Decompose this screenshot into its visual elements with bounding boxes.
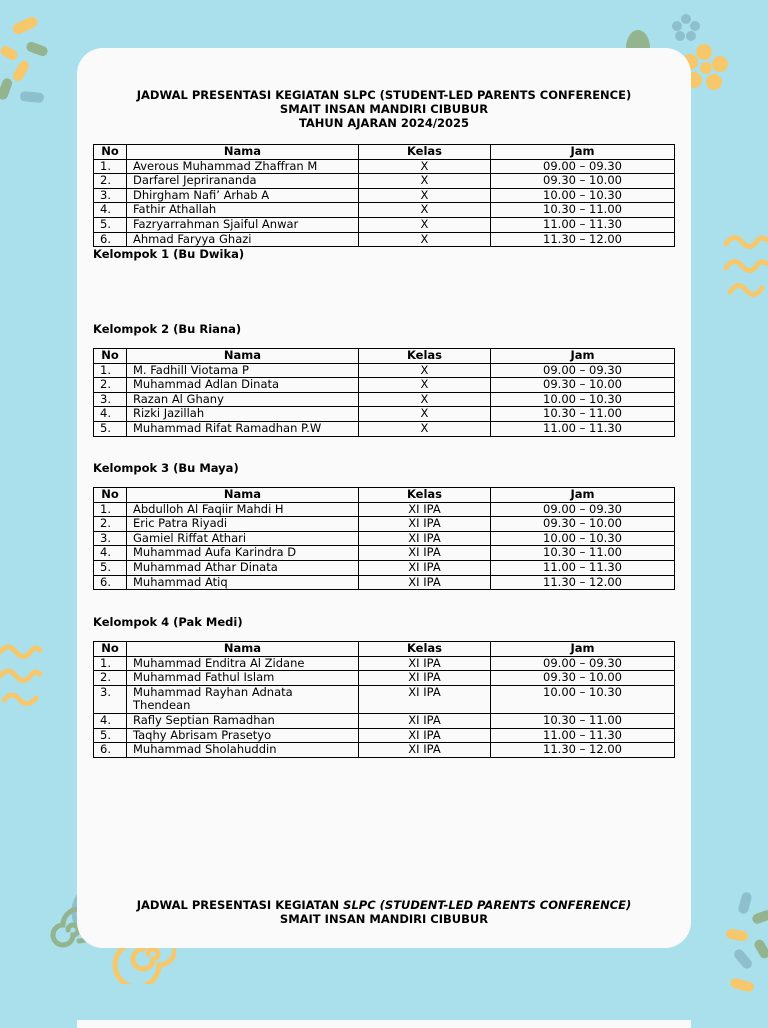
group-2-label: Kelompok 2 (Bu Riana) bbox=[93, 322, 242, 336]
cell-no: 2. bbox=[94, 671, 127, 686]
column-header-kelas: Kelas bbox=[359, 642, 491, 657]
table-header-row bbox=[94, 488, 675, 503]
cell-no: 4. bbox=[94, 203, 127, 218]
cell-jam: 10.00 – 10.30 bbox=[491, 188, 675, 203]
cell-kelas: XI IPA bbox=[359, 743, 491, 758]
table-row bbox=[94, 502, 675, 517]
table-row bbox=[94, 407, 675, 422]
cell-kelas: XI IPA bbox=[359, 546, 491, 561]
schedule-table-group-1 bbox=[93, 144, 675, 247]
column-header-kelas: Kelas bbox=[359, 349, 491, 364]
cell-kelas: X bbox=[359, 174, 491, 189]
table-row bbox=[94, 671, 675, 686]
cell-no: 4. bbox=[94, 713, 127, 728]
table-row bbox=[94, 560, 675, 575]
cell-no: 1. bbox=[94, 159, 127, 174]
cell-kelas: XI IPA bbox=[359, 560, 491, 575]
cell-no: 6. bbox=[94, 575, 127, 590]
column-header-kelas: Kelas bbox=[359, 488, 491, 503]
column-header-nama: Nama bbox=[127, 642, 359, 657]
cell-nama: Taqhy Abrisam Prasetyo bbox=[127, 728, 359, 743]
cell-kelas: X bbox=[359, 203, 491, 218]
cell-kelas: X bbox=[359, 421, 491, 436]
table-row bbox=[94, 203, 675, 218]
cell-no: 2. bbox=[94, 517, 127, 532]
cell-no: 5. bbox=[94, 217, 127, 232]
table-row bbox=[94, 713, 675, 728]
table-row bbox=[94, 392, 675, 407]
cell-kelas: X bbox=[359, 407, 491, 422]
cell-jam: 09.30 – 10.00 bbox=[491, 174, 675, 189]
table-row bbox=[94, 421, 675, 436]
table-row bbox=[94, 575, 675, 590]
decoration-top-left bbox=[0, 0, 60, 110]
cell-kelas: XI IPA bbox=[359, 531, 491, 546]
cell-nama: Muhammad Aufa Karindra D bbox=[127, 546, 359, 561]
cell-nama: Muhammad Sholahuddin bbox=[127, 743, 359, 758]
group-1-label: Kelompok 1 (Bu Dwika) bbox=[93, 247, 245, 261]
table-header-row bbox=[94, 349, 675, 364]
column-header-jam: Jam bbox=[491, 488, 675, 503]
cell-jam: 09.30 – 10.00 bbox=[491, 378, 675, 393]
cell-nama: Muhammad Athar Dinata bbox=[127, 560, 359, 575]
cell-jam: 09.00 – 09.30 bbox=[491, 159, 675, 174]
column-header-jam: Jam bbox=[491, 349, 675, 364]
cell-no: 2. bbox=[94, 174, 127, 189]
table-row bbox=[94, 217, 675, 232]
footer-line-1-italic: SLPC (STUDENT-LED PARENTS CONFERENCE) bbox=[343, 898, 632, 912]
cell-kelas: X bbox=[359, 392, 491, 407]
schedule-table-group-3 bbox=[93, 487, 675, 590]
table-row bbox=[94, 188, 675, 203]
cell-jam: 09.30 – 10.00 bbox=[491, 517, 675, 532]
table-row bbox=[94, 363, 675, 378]
table-row bbox=[94, 656, 675, 671]
cell-kelas: X bbox=[359, 378, 491, 393]
cell-kelas: XI IPA bbox=[359, 517, 491, 532]
cell-no: 3. bbox=[94, 531, 127, 546]
cell-nama: Muhammad Fathul Islam bbox=[127, 671, 359, 686]
cell-nama: Fathir Athallah bbox=[127, 203, 359, 218]
cell-jam: 10.00 – 10.30 bbox=[491, 685, 675, 713]
table-row bbox=[94, 232, 675, 247]
column-header-nama: Nama bbox=[127, 349, 359, 364]
table-row bbox=[94, 174, 675, 189]
cell-no: 5. bbox=[94, 421, 127, 436]
column-header-kelas: Kelas bbox=[359, 145, 491, 160]
cell-no: 1. bbox=[94, 502, 127, 517]
cell-kelas: XI IPA bbox=[359, 502, 491, 517]
cell-no: 3. bbox=[94, 685, 127, 713]
decoration-bottom-right bbox=[722, 890, 768, 1000]
title-line-2: SMAIT INSAN MANDIRI CIBUBUR bbox=[279, 102, 489, 116]
cell-jam: 09.00 – 09.30 bbox=[491, 502, 675, 517]
cell-nama: Dhirgham Nafi’ Arhab A bbox=[127, 188, 359, 203]
schedule-table-group-2 bbox=[93, 348, 675, 437]
table-row bbox=[94, 517, 675, 532]
cell-nama: Muhammad Adlan Dinata bbox=[127, 378, 359, 393]
cell-nama: Rafly Septian Ramadhan bbox=[127, 713, 359, 728]
table-header-row bbox=[94, 642, 675, 657]
cell-jam: 10.30 – 11.00 bbox=[491, 203, 675, 218]
cell-kelas: X bbox=[359, 217, 491, 232]
next-page-edge bbox=[77, 1020, 691, 1028]
column-header-no: No bbox=[94, 488, 127, 503]
cell-jam: 10.00 – 10.30 bbox=[491, 531, 675, 546]
cell-kelas: X bbox=[359, 232, 491, 247]
cell-no: 4. bbox=[94, 407, 127, 422]
cell-nama: Eric Patra Riyadi bbox=[127, 517, 359, 532]
cell-nama: Abdulloh Al Faqiir Mahdi H bbox=[127, 502, 359, 517]
cell-nama: Muhammad Rifat Ramadhan P.W bbox=[127, 421, 359, 436]
footer-title bbox=[77, 898, 691, 926]
cell-nama: Darfarel Jeprirananda bbox=[127, 174, 359, 189]
cell-no: 1. bbox=[94, 363, 127, 378]
cell-jam: 11.30 – 12.00 bbox=[491, 232, 675, 247]
column-header-nama: Nama bbox=[127, 145, 359, 160]
cell-no: 2. bbox=[94, 378, 127, 393]
cell-nama: Muhammad Rayhan Adnata Thendean bbox=[127, 685, 359, 713]
cell-kelas: XI IPA bbox=[359, 656, 491, 671]
cell-no: 6. bbox=[94, 743, 127, 758]
cell-jam: 10.30 – 11.00 bbox=[491, 407, 675, 422]
cell-no: 4. bbox=[94, 546, 127, 561]
cell-no: 3. bbox=[94, 392, 127, 407]
cell-kelas: XI IPA bbox=[359, 671, 491, 686]
cell-jam: 09.30 – 10.00 bbox=[491, 671, 675, 686]
table-row bbox=[94, 728, 675, 743]
cell-no: 3. bbox=[94, 188, 127, 203]
footer-line-1-plain: JADWAL PRESENTASI KEGIATAN bbox=[136, 898, 344, 912]
cell-nama: Averous Muhammad Zhaffran M bbox=[127, 159, 359, 174]
cell-no: 5. bbox=[94, 560, 127, 575]
column-header-no: No bbox=[94, 349, 127, 364]
cell-jam: 11.00 – 11.30 bbox=[491, 217, 675, 232]
cell-no: 6. bbox=[94, 232, 127, 247]
cell-nama: Muhammad Atiq bbox=[127, 575, 359, 590]
cell-kelas: XI IPA bbox=[359, 575, 491, 590]
cell-nama: Fazryarrahman Sjaiful Anwar bbox=[127, 217, 359, 232]
cell-jam: 10.30 – 11.00 bbox=[491, 546, 675, 561]
column-header-no: No bbox=[94, 642, 127, 657]
cell-no: 1. bbox=[94, 656, 127, 671]
table-header-row bbox=[94, 145, 675, 160]
cell-nama: Razan Al Ghany bbox=[127, 392, 359, 407]
table-row bbox=[94, 546, 675, 561]
cell-kelas: X bbox=[359, 363, 491, 378]
group-3-label: Kelompok 3 (Bu Maya) bbox=[93, 461, 239, 475]
table-row bbox=[94, 159, 675, 174]
table-row bbox=[94, 531, 675, 546]
cell-kelas: XI IPA bbox=[359, 728, 491, 743]
cell-nama: Gamiel Riffat Athari bbox=[127, 531, 359, 546]
cell-nama: Ahmad Faryya Ghazi bbox=[127, 232, 359, 247]
table-row bbox=[94, 378, 675, 393]
cell-kelas: XI IPA bbox=[359, 713, 491, 728]
column-header-jam: Jam bbox=[491, 642, 675, 657]
cell-jam: 11.00 – 11.30 bbox=[491, 728, 675, 743]
cell-jam: 09.00 – 09.30 bbox=[491, 656, 675, 671]
cell-jam: 11.00 – 11.30 bbox=[491, 560, 675, 575]
cell-jam: 09.00 – 09.30 bbox=[491, 363, 675, 378]
cell-nama: Muhammad Enditra Al Zidane bbox=[127, 656, 359, 671]
column-header-no: No bbox=[94, 145, 127, 160]
table-row bbox=[94, 743, 675, 758]
cell-jam: 10.00 – 10.30 bbox=[491, 392, 675, 407]
group-4-label: Kelompok 4 (Pak Medi) bbox=[93, 615, 243, 629]
document-title bbox=[77, 88, 691, 130]
small-flower-decoration bbox=[670, 12, 702, 44]
cell-jam: 10.30 – 11.00 bbox=[491, 713, 675, 728]
cell-jam: 11.30 – 12.00 bbox=[491, 575, 675, 590]
cell-kelas: XI IPA bbox=[359, 685, 491, 713]
wave-decoration-right bbox=[722, 228, 768, 306]
footer-line-1 bbox=[77, 898, 691, 912]
wave-decoration-left bbox=[0, 640, 48, 710]
table-row bbox=[94, 685, 675, 713]
footer-line-2: SMAIT INSAN MANDIRI CIBUBUR bbox=[279, 912, 489, 926]
cell-kelas: X bbox=[359, 188, 491, 203]
cell-nama: M. Fadhill Viotama P bbox=[127, 363, 359, 378]
cell-nama: Rizki Jazillah bbox=[127, 407, 359, 422]
cell-no: 5. bbox=[94, 728, 127, 743]
column-header-jam: Jam bbox=[491, 145, 675, 160]
cell-jam: 11.00 – 11.30 bbox=[491, 421, 675, 436]
cell-kelas: X bbox=[359, 159, 491, 174]
schedule-table-group-4 bbox=[93, 641, 675, 758]
column-header-nama: Nama bbox=[127, 488, 359, 503]
title-line-3: TAHUN AJARAN 2024/2025 bbox=[298, 116, 470, 130]
cell-jam: 11.30 – 12.00 bbox=[491, 743, 675, 758]
title-line-1: JADWAL PRESENTASI KEGIATAN SLPC (STUDENT-LED PARENTS CONFERENCE) bbox=[136, 88, 632, 102]
